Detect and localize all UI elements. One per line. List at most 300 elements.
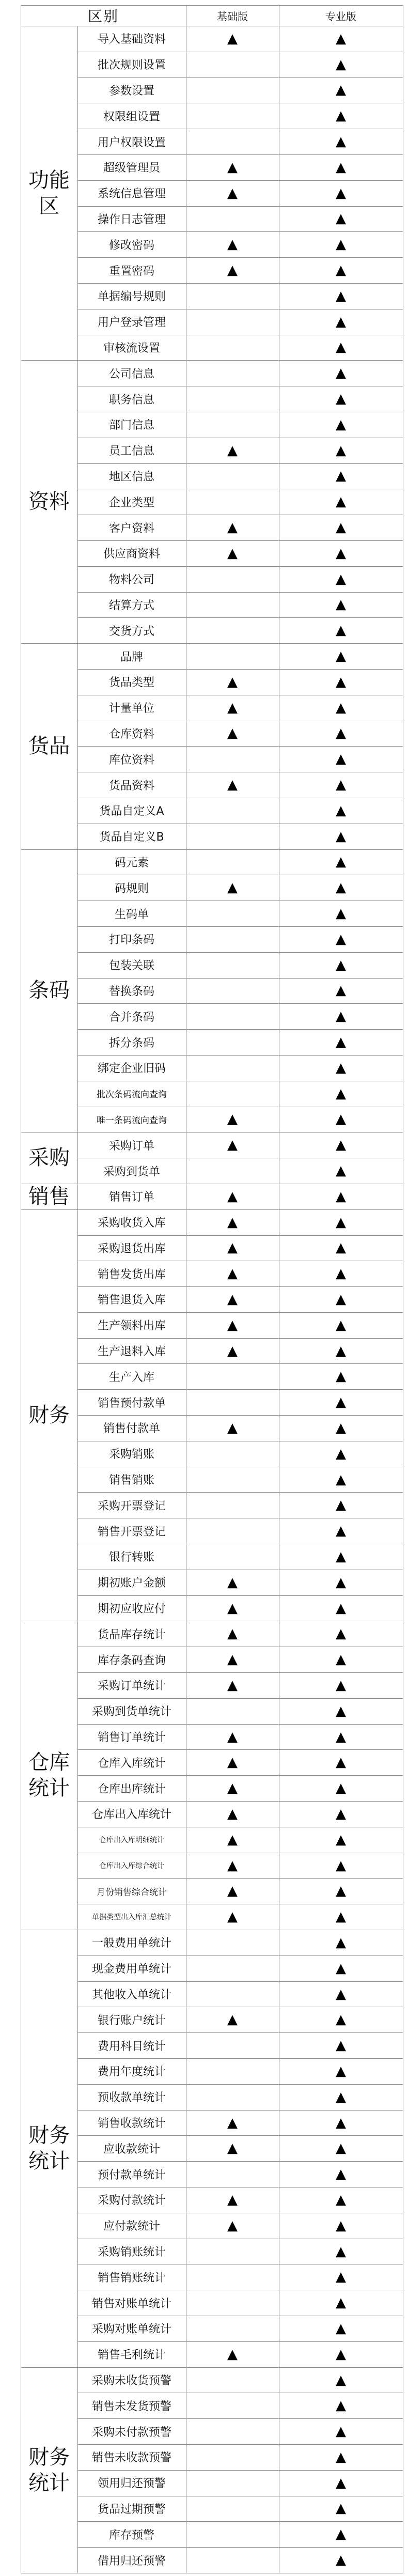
pro-mark-icon: ▲ (336, 1111, 346, 1127)
feature-name: 货品自定义B (99, 831, 164, 844)
basic-mark-icon (186, 2032, 279, 2058)
pro-mark-icon: ▲ (336, 2243, 346, 2259)
feature-name: 采购到货单 (103, 1165, 160, 1178)
feature-name: 采购收货入库 (97, 1217, 166, 1230)
feature-name: 仓库资料 (108, 727, 154, 741)
feature-name: 采购未付款预警 (91, 2426, 171, 2439)
feature-name: 参数设置 (108, 84, 154, 98)
basic-mark-icon (186, 1029, 279, 1055)
pro-mark-icon: ▲ (336, 365, 346, 381)
feature-name: 货品过期预警 (97, 2503, 166, 2516)
feature-name: 批次条码流向查询 (97, 1090, 167, 1100)
basic-mark-icon: ▲ (227, 1188, 238, 1204)
basic-mark-icon (186, 1363, 279, 1389)
pro-mark-icon: ▲ (336, 2320, 346, 2336)
feature-name: 销售付款单 (103, 1422, 160, 1436)
pro-mark-icon: ▲ (336, 957, 346, 973)
pro-mark-icon: ▲ (336, 725, 346, 741)
basic-mark-icon (186, 2496, 279, 2522)
pro-mark-icon: ▲ (336, 2346, 346, 2362)
basic-mark-icon: ▲ (227, 880, 238, 896)
pro-mark-icon: ▲ (336, 2526, 346, 2542)
feature-name: 交货方式 (108, 625, 154, 638)
feature-name: 单据编号规则 (97, 290, 166, 304)
basic-mark-icon: ▲ (227, 30, 238, 46)
pro-mark-icon: ▲ (336, 1343, 346, 1359)
feature-name: 仓库入库统计 (97, 1757, 166, 1770)
basic-mark-icon (186, 617, 279, 643)
feature-name: 销售开票登记 (97, 1525, 166, 1539)
feature-name: 计量单位 (108, 702, 154, 716)
basic-mark-icon: ▲ (227, 1626, 238, 1642)
feature-name: 仓库出入库综合统计 (99, 1861, 164, 1870)
pro-mark-icon: ▲ (336, 906, 346, 922)
feature-name: 超级管理员 (103, 162, 160, 175)
pro-mark-icon: ▲ (336, 2038, 346, 2054)
pro-mark-icon: ▲ (336, 237, 346, 253)
pro-mark-icon: ▲ (336, 1085, 346, 1101)
pro-mark-icon: ▲ (336, 1806, 346, 1822)
basic-mark-icon: ▲ (227, 1909, 238, 1925)
pro-mark-icon: ▲ (336, 1652, 346, 1668)
basic-mark-icon (186, 566, 279, 592)
pro-mark-icon: ▲ (336, 2115, 346, 2131)
basic-mark-icon (186, 1441, 279, 1467)
feature-name: 其他收入单统计 (91, 1989, 171, 2002)
pro-mark-icon: ▲ (336, 1394, 346, 1410)
basic-mark-icon: ▲ (227, 545, 238, 561)
feature-name: 银行转账 (108, 1551, 154, 1564)
category-label: 采购 (28, 1146, 70, 1170)
basic-mark-icon (186, 2393, 279, 2418)
pro-mark-icon: ▲ (336, 1188, 346, 1204)
feature-name: 采购开票登记 (97, 1499, 166, 1513)
feature-name: 领用归还预警 (97, 2477, 166, 2491)
pro-mark-icon: ▲ (336, 1780, 346, 1796)
pro-mark-icon: ▲ (336, 1600, 346, 1616)
feature-name: 费用年度统计 (97, 2066, 166, 2079)
category-label: 条码 (28, 979, 70, 1003)
pro-mark-icon: ▲ (336, 1626, 346, 1642)
feature-name: 银行账户统计 (97, 2014, 166, 2027)
pro-mark-icon: ▲ (336, 1523, 346, 1539)
feature-name: 仓库出入库明细统计 (99, 1836, 164, 1844)
feature-name: 码元素 (114, 856, 149, 870)
pro-mark-icon: ▲ (336, 2398, 346, 2414)
basic-mark-icon: ▲ (227, 2346, 238, 2362)
basic-mark-icon (186, 283, 279, 309)
basic-mark-icon (186, 77, 279, 103)
pro-mark-icon: ▲ (336, 2063, 346, 2079)
basic-mark-icon: ▲ (227, 1652, 238, 1668)
feature-name: 单据类型出入库汇总统计 (92, 1913, 171, 1922)
feature-name: 销售未发货预警 (91, 2400, 171, 2413)
pro-mark-icon: ▲ (336, 262, 346, 278)
pro-mark-icon: ▲ (336, 1703, 346, 1719)
feature-name: 货品自定义A (99, 805, 164, 818)
basic-mark-icon: ▲ (227, 1214, 238, 1230)
feature-name: 采购付款统计 (97, 2194, 166, 2208)
feature-name: 预付款单统计 (97, 2168, 166, 2182)
feature-name: 导入基础资料 (97, 33, 166, 46)
feature-name: 生产入库 (108, 1371, 154, 1384)
feature-name: 销售未收款预警 (91, 2451, 171, 2465)
feature-name: 期初账户金额 (97, 1577, 166, 1590)
basic-mark-icon (186, 360, 279, 386)
basic-mark-icon: ▲ (227, 1137, 238, 1153)
feature-name: 采购销账统计 (97, 2246, 166, 2259)
feature-name: 采购退货出库 (97, 1242, 166, 1255)
basic-mark-icon: ▲ (227, 700, 238, 716)
feature-name: 销售订单 (108, 1191, 154, 1204)
pro-mark-icon: ▲ (336, 880, 346, 896)
category-label: 功能区 (28, 168, 70, 218)
basic-mark-icon: ▲ (227, 1111, 238, 1127)
basic-mark-icon: ▲ (227, 1317, 238, 1333)
basic-mark-icon: ▲ (227, 1806, 238, 1822)
category-label: 财务 (28, 1403, 70, 1427)
pro-mark-icon: ▲ (336, 1420, 346, 1436)
basic-mark-icon: ▲ (227, 1574, 238, 1590)
basic-mark-icon (186, 1930, 279, 1956)
basic-mark-icon (186, 2161, 279, 2187)
pro-mark-icon: ▲ (336, 2372, 346, 2388)
pro-mark-icon: ▲ (336, 1214, 346, 1230)
basic-mark-icon: ▲ (227, 185, 238, 201)
pro-mark-icon: ▲ (336, 30, 346, 46)
feature-name: 费用科目统计 (97, 2040, 166, 2053)
basic-mark-icon (186, 463, 279, 489)
basic-mark-icon (186, 489, 279, 515)
basic-mark-icon (186, 824, 279, 849)
feature-name: 拆分条码 (108, 1036, 154, 1050)
feature-name: 现金费用单统计 (91, 1963, 171, 1976)
feature-name: 修改密码 (108, 239, 154, 252)
feature-name: 采购销账 (108, 1448, 154, 1462)
feature-name: 审核流设置 (103, 342, 160, 355)
pro-mark-icon: ▲ (336, 520, 346, 536)
pro-mark-icon: ▲ (336, 571, 346, 587)
pro-mark-icon: ▲ (336, 597, 346, 613)
feature-name: 合并条码 (108, 1011, 154, 1024)
basic-mark-icon: ▲ (227, 2140, 238, 2156)
pro-mark-icon: ▲ (336, 1677, 346, 1693)
pro-mark-icon: ▲ (336, 2501, 346, 2517)
basic-mark-icon (186, 1389, 279, 1415)
pro-mark-icon: ▲ (336, 134, 346, 150)
feature-name: 操作日志管理 (97, 213, 166, 226)
basic-mark-icon (186, 1003, 279, 1029)
basic-mark-icon (186, 1981, 279, 2007)
basic-mark-icon: ▲ (227, 1240, 238, 1256)
pro-mark-icon: ▲ (336, 2424, 346, 2440)
pro-mark-icon: ▲ (336, 2192, 346, 2208)
feature-name: 采购订单统计 (97, 1680, 166, 1693)
basic-mark-icon (186, 849, 279, 875)
pro-mark-icon: ▲ (336, 1934, 346, 1950)
pro-mark-icon: ▲ (336, 442, 346, 458)
pro-mark-icon: ▲ (336, 56, 346, 72)
pro-mark-icon: ▲ (336, 159, 346, 175)
pro-mark-icon: ▲ (336, 1960, 346, 1976)
pro-mark-icon: ▲ (336, 1291, 346, 1307)
basic-mark-icon (186, 1544, 279, 1570)
pro-mark-icon: ▲ (336, 802, 346, 818)
feature-name: 重置密码 (108, 265, 154, 278)
feature-name: 打印条码 (108, 934, 154, 947)
basic-mark-icon: ▲ (227, 442, 238, 458)
pro-mark-icon: ▲ (336, 2295, 346, 2311)
pro-mark-icon: ▲ (336, 1883, 346, 1899)
category-label: 销售 (28, 1184, 70, 1208)
basic-mark-icon: ▲ (227, 520, 238, 536)
basic-mark-icon (186, 2084, 279, 2110)
pro-mark-icon: ▲ (336, 2269, 346, 2285)
basic-mark-icon: ▲ (227, 1343, 238, 1359)
feature-name: 员工信息 (108, 445, 154, 458)
category-label: 仓库统计 (28, 1750, 70, 1801)
feature-name: 结算方式 (108, 599, 154, 612)
basic-mark-icon (186, 386, 279, 412)
pro-mark-icon: ▲ (336, 1471, 346, 1487)
pro-mark-icon: ▲ (336, 391, 346, 407)
pro-mark-icon: ▲ (336, 185, 346, 201)
header-basic-edition: 基础版 (217, 10, 248, 23)
feature-name: 销售退货入库 (97, 1294, 166, 1307)
feature-name: 销售收款统计 (97, 2117, 166, 2131)
basic-mark-icon (186, 2547, 279, 2573)
basic-mark-icon (186, 129, 279, 154)
pro-mark-icon: ▲ (336, 648, 346, 664)
pro-mark-icon: ▲ (336, 2449, 346, 2465)
basic-mark-icon: ▲ (227, 2217, 238, 2233)
feature-name: 码规则 (114, 882, 149, 895)
pro-mark-icon: ▲ (336, 82, 346, 98)
basic-mark-icon: ▲ (227, 1677, 238, 1693)
pro-mark-icon: ▲ (336, 1008, 346, 1025)
feature-name: 用户登录管理 (97, 316, 166, 330)
pro-mark-icon: ▲ (336, 1369, 346, 1385)
feature-name: 借用归还预警 (97, 2554, 166, 2568)
basic-mark-icon: ▲ (227, 1755, 238, 1771)
pro-mark-icon: ▲ (336, 416, 346, 432)
basic-mark-icon (186, 1492, 279, 1518)
basic-mark-icon (186, 309, 279, 335)
feature-name: 库位资料 (108, 753, 154, 767)
basic-mark-icon: ▲ (227, 1600, 238, 1616)
basic-mark-icon (186, 412, 279, 438)
basic-mark-icon (186, 798, 279, 824)
basic-mark-icon: ▲ (227, 1266, 238, 1282)
basic-mark-icon: ▲ (227, 674, 238, 690)
feature-name: 唯一条码流向查询 (97, 1115, 167, 1126)
pro-mark-icon: ▲ (336, 1832, 346, 1848)
basic-mark-icon (186, 2264, 279, 2290)
feature-name: 销售预付款单 (97, 1396, 166, 1410)
basic-mark-icon (186, 2290, 279, 2316)
pro-mark-icon: ▲ (336, 828, 346, 844)
pro-mark-icon: ▲ (336, 1755, 346, 1771)
pro-mark-icon: ▲ (336, 623, 346, 639)
basic-mark-icon: ▲ (227, 1857, 238, 1873)
feature-name: 预收款单统计 (97, 2091, 166, 2105)
feature-name: 供应商资料 (103, 548, 160, 561)
basic-mark-icon: ▲ (227, 1420, 238, 1436)
basic-mark-icon: ▲ (227, 2192, 238, 2208)
basic-mark-icon (186, 1158, 279, 1184)
feature-name: 生产领料出库 (97, 1320, 166, 1333)
pro-mark-icon: ▲ (336, 2475, 346, 2491)
basic-mark-icon: ▲ (227, 1883, 238, 1899)
feature-name: 销售对账单统计 (91, 2297, 171, 2310)
feature-name: 销售销账 (108, 1474, 154, 1487)
feature-name: 货品资料 (108, 779, 154, 793)
basic-mark-icon (186, 1467, 279, 1493)
basic-mark-icon (186, 2367, 279, 2393)
pro-mark-icon: ▲ (336, 674, 346, 690)
pro-mark-icon: ▲ (336, 1060, 346, 1076)
basic-mark-icon (186, 1518, 279, 1544)
pro-mark-icon: ▲ (336, 108, 346, 124)
header-category: 区别 (87, 8, 119, 25)
basic-mark-icon (186, 2521, 279, 2547)
basic-mark-icon (186, 2470, 279, 2496)
basic-mark-icon (186, 1956, 279, 1981)
basic-mark-icon (186, 2058, 279, 2084)
basic-mark-icon: ▲ (227, 2115, 238, 2131)
basic-mark-icon: ▲ (227, 159, 238, 175)
feature-name: 系统信息管理 (97, 188, 166, 201)
pro-mark-icon: ▲ (336, 494, 346, 510)
feature-name: 采购订单 (108, 1139, 154, 1153)
feature-name: 用户权限设置 (97, 136, 166, 149)
pro-mark-icon: ▲ (336, 1497, 346, 1513)
feature-name: 应收款统计 (103, 2143, 160, 2156)
feature-name: 采购对账单统计 (91, 2323, 171, 2336)
feature-name: 绑定企业旧码 (97, 1062, 166, 1076)
feature-name: 仓库出入库统计 (91, 1808, 171, 1822)
feature-name: 应付款统计 (103, 2220, 160, 2233)
pro-mark-icon: ▲ (336, 983, 346, 999)
pro-mark-icon: ▲ (336, 1548, 346, 1564)
basic-mark-icon: ▲ (227, 725, 238, 741)
basic-mark-icon (186, 52, 279, 77)
basic-mark-icon (186, 1081, 279, 1107)
feature-name: 销售毛利统计 (97, 2349, 166, 2362)
basic-mark-icon: ▲ (227, 1291, 238, 1307)
basic-mark-icon (186, 952, 279, 978)
pro-mark-icon: ▲ (336, 1729, 346, 1745)
pro-mark-icon: ▲ (336, 468, 346, 484)
pro-mark-icon: ▲ (336, 1574, 346, 1590)
basic-mark-icon: ▲ (227, 1832, 238, 1848)
feature-name: 替换条码 (108, 985, 154, 998)
basic-mark-icon (186, 901, 279, 926)
basic-mark-icon: ▲ (227, 262, 238, 278)
pro-mark-icon: ▲ (336, 545, 346, 561)
pro-mark-icon: ▲ (336, 211, 346, 227)
basic-mark-icon (186, 103, 279, 129)
feature-name: 生码单 (114, 908, 149, 921)
pro-mark-icon: ▲ (336, 700, 346, 716)
pro-mark-icon: ▲ (336, 1137, 346, 1153)
pro-mark-icon: ▲ (336, 1986, 346, 2002)
pro-mark-icon: ▲ (336, 2089, 346, 2105)
feature-name: 期初应收应付 (97, 1603, 166, 1616)
category-label: 财务统计 (28, 2445, 70, 2495)
feature-name: 销售销账统计 (97, 2271, 166, 2285)
feature-name: 批次规则设置 (97, 59, 166, 72)
pro-mark-icon: ▲ (336, 2012, 346, 2028)
feature-name: 职务信息 (108, 393, 154, 407)
feature-name: 库存条码查询 (97, 1654, 166, 1667)
feature-name: 销售发货出库 (97, 1268, 166, 1281)
pro-mark-icon: ▲ (336, 1857, 346, 1873)
feature-name: 权限组设置 (103, 110, 160, 123)
feature-name: 企业类型 (108, 496, 154, 509)
basic-mark-icon (186, 643, 279, 669)
pro-mark-icon: ▲ (336, 1240, 346, 1256)
basic-mark-icon (186, 746, 279, 772)
basic-mark-icon: ▲ (227, 1780, 238, 1796)
pro-mark-icon: ▲ (336, 2140, 346, 2156)
feature-name: 包装关联 (108, 959, 154, 973)
pro-mark-icon: ▲ (336, 2166, 346, 2182)
basic-mark-icon (186, 978, 279, 1004)
pro-mark-icon: ▲ (336, 1909, 346, 1925)
feature-name: 库存预警 (108, 2528, 154, 2542)
basic-mark-icon: ▲ (227, 237, 238, 253)
feature-name: 月份销售综合统计 (97, 1887, 167, 1898)
basic-mark-icon (186, 2418, 279, 2444)
feature-name: 客户资料 (108, 522, 154, 535)
basic-mark-icon (186, 926, 279, 952)
feature-name: 生产退料入库 (97, 1345, 166, 1359)
feature-name: 货品类型 (108, 676, 154, 690)
pro-mark-icon: ▲ (336, 314, 346, 330)
basic-mark-icon (186, 2239, 279, 2264)
basic-mark-icon (186, 335, 279, 361)
pro-mark-icon: ▲ (336, 288, 346, 304)
pro-mark-icon: ▲ (336, 1163, 346, 1178)
pro-mark-icon: ▲ (336, 931, 346, 947)
pro-mark-icon: ▲ (336, 339, 346, 355)
basic-mark-icon (186, 592, 279, 618)
pro-mark-icon: ▲ (336, 751, 346, 767)
basic-mark-icon (186, 206, 279, 232)
category-label: 资料 (28, 490, 70, 514)
pro-mark-icon: ▲ (336, 777, 346, 793)
pro-mark-icon: ▲ (336, 1266, 346, 1282)
pro-mark-icon: ▲ (336, 1034, 346, 1050)
feature-name: 部门信息 (108, 419, 154, 432)
basic-mark-icon (186, 1055, 279, 1081)
feature-name: 货品库存统计 (97, 1628, 166, 1641)
pro-mark-icon: ▲ (336, 1446, 346, 1462)
pro-mark-icon: ▲ (336, 1317, 346, 1333)
feature-name: 仓库出库统计 (97, 1782, 166, 1796)
category-label: 货品 (28, 734, 70, 758)
header-pro-edition: 专业版 (325, 10, 356, 23)
pro-mark-icon: ▲ (336, 2552, 346, 2568)
feature-name: 采购未收货预警 (91, 2375, 171, 2387)
feature-name: 一般费用单统计 (91, 1937, 171, 1950)
feature-name: 地区信息 (108, 470, 154, 484)
basic-mark-icon: ▲ (227, 1729, 238, 1745)
feature-name: 物料公司 (108, 573, 154, 587)
basic-mark-icon (186, 1698, 279, 1724)
feature-name: 公司信息 (108, 367, 154, 381)
